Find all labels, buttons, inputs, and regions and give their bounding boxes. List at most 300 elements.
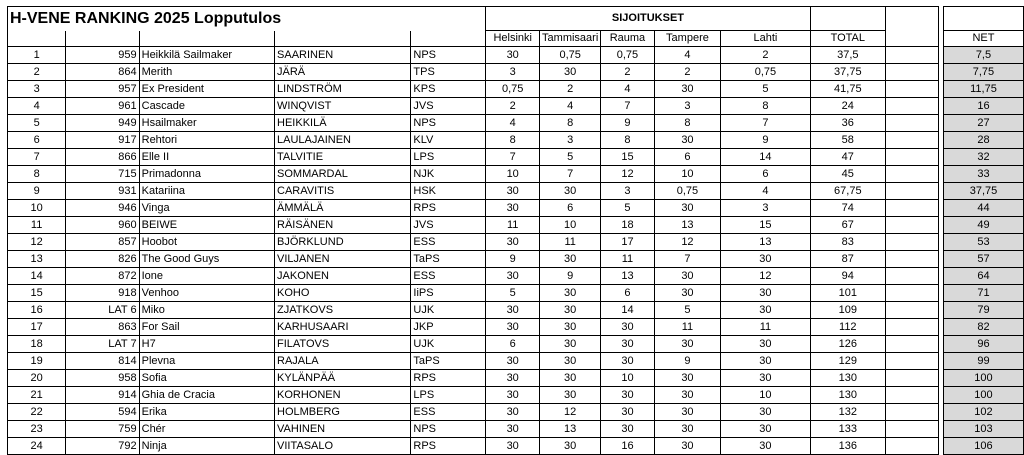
net-cell: 33 (943, 166, 1023, 183)
skipper-cell: RÄISÄNEN (275, 217, 411, 234)
total-cell: 136 (810, 438, 885, 455)
total-cell: 41,75 (810, 81, 885, 98)
result-helsinki-cell: 6 (486, 336, 540, 353)
net-cell: 53 (943, 234, 1023, 251)
boat-name-cell: Hsailmaker (139, 115, 274, 132)
result-tampere-cell: 7 (654, 251, 721, 268)
spacer-cell (886, 217, 939, 234)
result-tampere-cell: 30 (654, 285, 721, 302)
result-helsinki-cell: 30 (486, 353, 540, 370)
boat-name-cell: Miko (139, 302, 274, 319)
skipper-cell: LINDSTRÖM (275, 81, 411, 98)
result-helsinki-cell: 30 (486, 387, 540, 404)
result-lahti-cell: 5 (721, 81, 810, 98)
skipper-cell: KARHUSAARI (275, 319, 411, 336)
table-row (8, 370, 1024, 387)
spacer-cell (886, 64, 939, 81)
spacer-cell (886, 132, 939, 149)
total-cell: 83 (810, 234, 885, 251)
boat-name-cell: Katariina (139, 183, 274, 200)
boat-name-cell: H7 (139, 336, 274, 353)
result-tammisaari-cell: 30 (540, 353, 601, 370)
table-row (8, 285, 1024, 302)
net-cell: 79 (943, 302, 1023, 319)
club-cell: RPS (411, 200, 486, 217)
result-helsinki-cell: 30 (486, 183, 540, 200)
sail-number-cell: 866 (66, 149, 139, 166)
club-cell: NPS (411, 115, 486, 132)
club-cell: KLV (411, 132, 486, 149)
boat-name-cell: The Good Guys (139, 251, 274, 268)
spacer-cell (886, 285, 939, 302)
result-helsinki-cell: 4 (486, 115, 540, 132)
result-tammisaari-cell: 2 (540, 81, 601, 98)
result-tammisaari-cell: 9 (540, 268, 601, 285)
club-cell: NPS (411, 47, 486, 64)
result-helsinki-cell: 3 (486, 64, 540, 81)
boat-name-cell: Elle II (139, 149, 274, 166)
skipper-cell: ÄMMÄLÄ (275, 200, 411, 217)
club-cell: TaPS (411, 353, 486, 370)
sail-number-cell: 826 (66, 251, 139, 268)
boat-name-cell: Ione (139, 268, 274, 285)
skipper-cell: SAARINEN (275, 47, 411, 64)
sail-number-cell: LAT 7 (66, 336, 139, 353)
total-cell: 87 (810, 251, 885, 268)
rank-cell: 18 (8, 336, 66, 353)
table-row (8, 404, 1024, 421)
net-cell: 106 (943, 438, 1023, 455)
sail-number-cell: 872 (66, 268, 139, 285)
table-row (8, 64, 1024, 81)
skipper-cell: VIITASALO (275, 438, 411, 455)
total-cell: 74 (810, 200, 885, 217)
table-row (8, 353, 1024, 370)
total-cell: 36 (810, 115, 885, 132)
rank-cell: 11 (8, 217, 66, 234)
net-cell: 96 (943, 336, 1023, 353)
empty-header-cell (886, 7, 939, 31)
result-rauma-cell: 30 (601, 387, 654, 404)
sail-number-cell: 863 (66, 319, 139, 336)
result-rauma-cell: 8 (601, 132, 654, 149)
result-tammisaari-cell: 30 (540, 387, 601, 404)
col-header-tampere: Tampere (654, 31, 721, 47)
table-row (8, 47, 1024, 64)
rank-cell: 9 (8, 183, 66, 200)
result-rauma-cell: 16 (601, 438, 654, 455)
result-helsinki-cell: 0,75 (486, 81, 540, 98)
result-lahti-cell: 7 (721, 115, 810, 132)
rank-cell: 16 (8, 302, 66, 319)
table-row (8, 98, 1024, 115)
sail-number-cell: 918 (66, 285, 139, 302)
result-tampere-cell: 30 (654, 268, 721, 285)
net-cell: 16 (943, 98, 1023, 115)
result-lahti-cell: 30 (721, 353, 810, 370)
title-row (8, 7, 1024, 31)
result-helsinki-cell: 30 (486, 404, 540, 421)
boat-name-cell: Vinga (139, 200, 274, 217)
boat-name-cell: Ghia de Cracia (139, 387, 274, 404)
result-rauma-cell: 5 (601, 200, 654, 217)
rank-cell: 14 (8, 268, 66, 285)
col-header-total: TOTAL (810, 31, 885, 47)
club-cell: NJK (411, 166, 486, 183)
result-tammisaari-cell: 30 (540, 370, 601, 387)
table-row (8, 81, 1024, 98)
result-helsinki-cell: 30 (486, 421, 540, 438)
result-tammisaari-cell: 5 (540, 149, 601, 166)
table-row (8, 268, 1024, 285)
spacer-cell (886, 234, 939, 251)
spacer-cell (886, 438, 939, 455)
table-row (8, 302, 1024, 319)
ranking-table (7, 6, 1024, 455)
result-lahti-cell: 14 (721, 149, 810, 166)
result-tammisaari-cell: 10 (540, 217, 601, 234)
result-lahti-cell: 30 (721, 438, 810, 455)
sail-number-cell: 949 (66, 115, 139, 132)
rank-cell: 17 (8, 319, 66, 336)
rank-cell: 7 (8, 149, 66, 166)
sail-number-cell: 961 (66, 98, 139, 115)
total-cell: 130 (810, 370, 885, 387)
result-rauma-cell: 0,75 (601, 47, 654, 64)
result-helsinki-cell: 30 (486, 302, 540, 319)
result-lahti-cell: 30 (721, 370, 810, 387)
sail-number-cell: 959 (66, 47, 139, 64)
boat-name-cell: Ex President (139, 81, 274, 98)
result-rauma-cell: 3 (601, 183, 654, 200)
result-tampere-cell: 30 (654, 438, 721, 455)
col-header-net: NET (943, 31, 1023, 47)
total-cell: 67,75 (810, 183, 885, 200)
result-tampere-cell: 30 (654, 336, 721, 353)
total-cell: 109 (810, 302, 885, 319)
spacer-cell (886, 404, 939, 421)
result-tammisaari-cell: 8 (540, 115, 601, 132)
rank-cell: 6 (8, 132, 66, 149)
net-cell: 100 (943, 370, 1023, 387)
result-rauma-cell: 12 (601, 166, 654, 183)
result-helsinki-cell: 30 (486, 438, 540, 455)
net-cell: 44 (943, 200, 1023, 217)
result-helsinki-cell: 30 (486, 370, 540, 387)
result-rauma-cell: 30 (601, 336, 654, 353)
result-tampere-cell: 30 (654, 132, 721, 149)
result-tammisaari-cell: 30 (540, 251, 601, 268)
boat-name-cell: Erika (139, 404, 274, 421)
result-rauma-cell: 2 (601, 64, 654, 81)
rank-cell: 19 (8, 353, 66, 370)
table-row (8, 234, 1024, 251)
spacer-cell (886, 370, 939, 387)
result-helsinki-cell: 7 (486, 149, 540, 166)
boat-name-cell: Plevna (139, 353, 274, 370)
sail-number-cell: 594 (66, 404, 139, 421)
total-cell: 67 (810, 217, 885, 234)
result-tampere-cell: 11 (654, 319, 721, 336)
table-row (8, 132, 1024, 149)
boat-name-cell: Primadonna (139, 166, 274, 183)
table-row (8, 438, 1024, 455)
col-header-lahti: Lahti (721, 31, 810, 47)
club-cell: UJK (411, 336, 486, 353)
rank-cell: 20 (8, 370, 66, 387)
rank-cell: 12 (8, 234, 66, 251)
net-cell: 71 (943, 285, 1023, 302)
result-tammisaari-cell: 3 (540, 132, 601, 149)
result-rauma-cell: 30 (601, 421, 654, 438)
sail-number-cell: 715 (66, 166, 139, 183)
result-lahti-cell: 9 (721, 132, 810, 149)
skipper-cell: VAHINEN (275, 421, 411, 438)
result-tampere-cell: 30 (654, 404, 721, 421)
page-title: H-VENE RANKING 2025 Lopputulos (8, 7, 486, 31)
result-tampere-cell: 9 (654, 353, 721, 370)
table-row (8, 387, 1024, 404)
table-row (8, 149, 1024, 166)
column-header-row (8, 31, 1024, 47)
result-tampere-cell: 30 (654, 387, 721, 404)
result-lahti-cell: 8 (721, 98, 810, 115)
result-rauma-cell: 30 (601, 404, 654, 421)
result-helsinki-cell: 5 (486, 285, 540, 302)
result-tammisaari-cell: 12 (540, 404, 601, 421)
spacer-cell (886, 251, 939, 268)
result-tammisaari-cell: 30 (540, 336, 601, 353)
result-helsinki-cell: 30 (486, 200, 540, 217)
result-lahti-cell: 10 (721, 387, 810, 404)
total-cell: 37,5 (810, 47, 885, 64)
club-cell: NPS (411, 421, 486, 438)
rank-cell: 24 (8, 438, 66, 455)
boat-name-cell: Merith (139, 64, 274, 81)
skipper-cell: HOLMBERG (275, 404, 411, 421)
result-tammisaari-cell: 7 (540, 166, 601, 183)
table-row (8, 166, 1024, 183)
net-cell: 57 (943, 251, 1023, 268)
result-lahti-cell: 0,75 (721, 64, 810, 81)
rank-cell: 8 (8, 166, 66, 183)
result-lahti-cell: 30 (721, 404, 810, 421)
total-cell: 58 (810, 132, 885, 149)
skipper-cell: FILATOVS (275, 336, 411, 353)
spacer-cell (886, 183, 939, 200)
net-cell: 37,75 (943, 183, 1023, 200)
skipper-cell: ZJATKOVS (275, 302, 411, 319)
result-rauma-cell: 9 (601, 115, 654, 132)
spacer-cell (886, 387, 939, 404)
skipper-cell: KYLÄNPÄÄ (275, 370, 411, 387)
result-tammisaari-cell: 30 (540, 438, 601, 455)
sail-number-cell: 864 (66, 64, 139, 81)
result-tampere-cell: 3 (654, 98, 721, 115)
col-header-rauma: Rauma (601, 31, 654, 47)
sail-number-cell: 914 (66, 387, 139, 404)
result-tampere-cell: 30 (654, 421, 721, 438)
total-cell: 132 (810, 404, 885, 421)
skipper-cell: VILJANEN (275, 251, 411, 268)
total-cell: 24 (810, 98, 885, 115)
skipper-cell: CARAVITIS (275, 183, 411, 200)
sail-number-cell: LAT 6 (66, 302, 139, 319)
skipper-cell: BJÖRKLUND (275, 234, 411, 251)
result-lahti-cell: 4 (721, 183, 810, 200)
sail-number-cell: 917 (66, 132, 139, 149)
table-row (8, 421, 1024, 438)
result-tampere-cell: 13 (654, 217, 721, 234)
table-row (8, 336, 1024, 353)
boat-name-cell: BEIWE (139, 217, 274, 234)
rank-cell: 3 (8, 81, 66, 98)
boat-name-cell: Cascade (139, 98, 274, 115)
result-rauma-cell: 18 (601, 217, 654, 234)
result-helsinki-cell: 30 (486, 234, 540, 251)
result-tampere-cell: 12 (654, 234, 721, 251)
total-cell: 133 (810, 421, 885, 438)
total-cell: 94 (810, 268, 885, 285)
rank-cell: 15 (8, 285, 66, 302)
club-cell: HSK (411, 183, 486, 200)
col-header-tammisaari: Tammisaari (540, 31, 601, 47)
sail-number-cell: 857 (66, 234, 139, 251)
net-cell: 11,75 (943, 81, 1023, 98)
club-cell: LPS (411, 387, 486, 404)
result-tammisaari-cell: 30 (540, 183, 601, 200)
net-cell: 103 (943, 421, 1023, 438)
skipper-cell: KOHO (275, 285, 411, 302)
net-cell: 99 (943, 353, 1023, 370)
result-rauma-cell: 7 (601, 98, 654, 115)
skipper-cell: WINQVIST (275, 98, 411, 115)
result-helsinki-cell: 8 (486, 132, 540, 149)
total-cell: 37,75 (810, 64, 885, 81)
result-rauma-cell: 14 (601, 302, 654, 319)
result-helsinki-cell: 30 (486, 319, 540, 336)
result-helsinki-cell: 10 (486, 166, 540, 183)
net-cell: 27 (943, 115, 1023, 132)
net-cell: 64 (943, 268, 1023, 285)
result-tammisaari-cell: 30 (540, 285, 601, 302)
sail-number-cell: 957 (66, 81, 139, 98)
spacer-cell (886, 353, 939, 370)
spacer-cell (886, 421, 939, 438)
rank-cell: 2 (8, 64, 66, 81)
total-cell: 45 (810, 166, 885, 183)
boat-name-cell: Hoobot (139, 234, 274, 251)
spacer-cell (886, 336, 939, 353)
club-cell: TPS (411, 64, 486, 81)
boat-name-cell: Heikkilä Sailmaker (139, 47, 274, 64)
result-tammisaari-cell: 6 (540, 200, 601, 217)
spacer-cell (886, 149, 939, 166)
net-cell: 7,75 (943, 64, 1023, 81)
result-tampere-cell: 8 (654, 115, 721, 132)
result-tammisaari-cell: 30 (540, 64, 601, 81)
result-lahti-cell: 15 (721, 217, 810, 234)
boat-name-cell: Chér (139, 421, 274, 438)
table-row (8, 200, 1024, 217)
spacer-cell (886, 166, 939, 183)
result-lahti-cell: 11 (721, 319, 810, 336)
club-cell: RPS (411, 438, 486, 455)
rank-cell: 10 (8, 200, 66, 217)
result-helsinki-cell: 30 (486, 268, 540, 285)
net-cell: 102 (943, 404, 1023, 421)
result-lahti-cell: 2 (721, 47, 810, 64)
skipper-cell: JÄRÄ (275, 64, 411, 81)
spacer-cell (886, 268, 939, 285)
club-cell: JVS (411, 98, 486, 115)
boat-name-cell: Rehtori (139, 132, 274, 149)
result-tampere-cell: 10 (654, 166, 721, 183)
club-cell: KPS (411, 81, 486, 98)
result-rauma-cell: 30 (601, 353, 654, 370)
result-tammisaari-cell: 13 (540, 421, 601, 438)
result-tampere-cell: 4 (654, 47, 721, 64)
empty-header-cell (810, 7, 885, 31)
club-cell: ESS (411, 234, 486, 251)
total-cell: 112 (810, 319, 885, 336)
result-rauma-cell: 11 (601, 251, 654, 268)
empty-header-cell (943, 7, 1023, 31)
result-helsinki-cell: 11 (486, 217, 540, 234)
net-cell: 82 (943, 319, 1023, 336)
result-rauma-cell: 17 (601, 234, 654, 251)
rank-cell: 4 (8, 98, 66, 115)
club-cell: ESS (411, 268, 486, 285)
result-tampere-cell: 6 (654, 149, 721, 166)
result-lahti-cell: 12 (721, 268, 810, 285)
spacer-cell (886, 115, 939, 132)
col-header-helsinki: Helsinki (486, 31, 540, 47)
result-tampere-cell: 5 (654, 302, 721, 319)
result-rauma-cell: 30 (601, 319, 654, 336)
club-cell: JVS (411, 217, 486, 234)
result-rauma-cell: 13 (601, 268, 654, 285)
result-lahti-cell: 30 (721, 285, 810, 302)
rank-cell: 22 (8, 404, 66, 421)
spacer-cell (886, 47, 939, 64)
net-cell: 7,5 (943, 47, 1023, 64)
result-lahti-cell: 6 (721, 166, 810, 183)
result-helsinki-cell: 30 (486, 47, 540, 64)
spacer-cell (886, 319, 939, 336)
result-lahti-cell: 30 (721, 251, 810, 268)
sijoitukset-header: SIJOITUKSET (486, 7, 810, 31)
result-tampere-cell: 0,75 (654, 183, 721, 200)
sail-number-cell: 960 (66, 217, 139, 234)
club-cell: ESS (411, 404, 486, 421)
spacer-cell (886, 81, 939, 98)
result-lahti-cell: 30 (721, 336, 810, 353)
boat-name-cell: Sofia (139, 370, 274, 387)
result-lahti-cell: 30 (721, 421, 810, 438)
boat-name-cell: Venhoo (139, 285, 274, 302)
result-lahti-cell: 30 (721, 302, 810, 319)
result-tammisaari-cell: 4 (540, 98, 601, 115)
rank-cell: 1 (8, 47, 66, 64)
total-cell: 47 (810, 149, 885, 166)
result-tampere-cell: 30 (654, 370, 721, 387)
result-tammisaari-cell: 30 (540, 302, 601, 319)
club-cell: RPS (411, 370, 486, 387)
result-tampere-cell: 30 (654, 200, 721, 217)
rank-cell: 21 (8, 387, 66, 404)
rank-cell: 23 (8, 421, 66, 438)
